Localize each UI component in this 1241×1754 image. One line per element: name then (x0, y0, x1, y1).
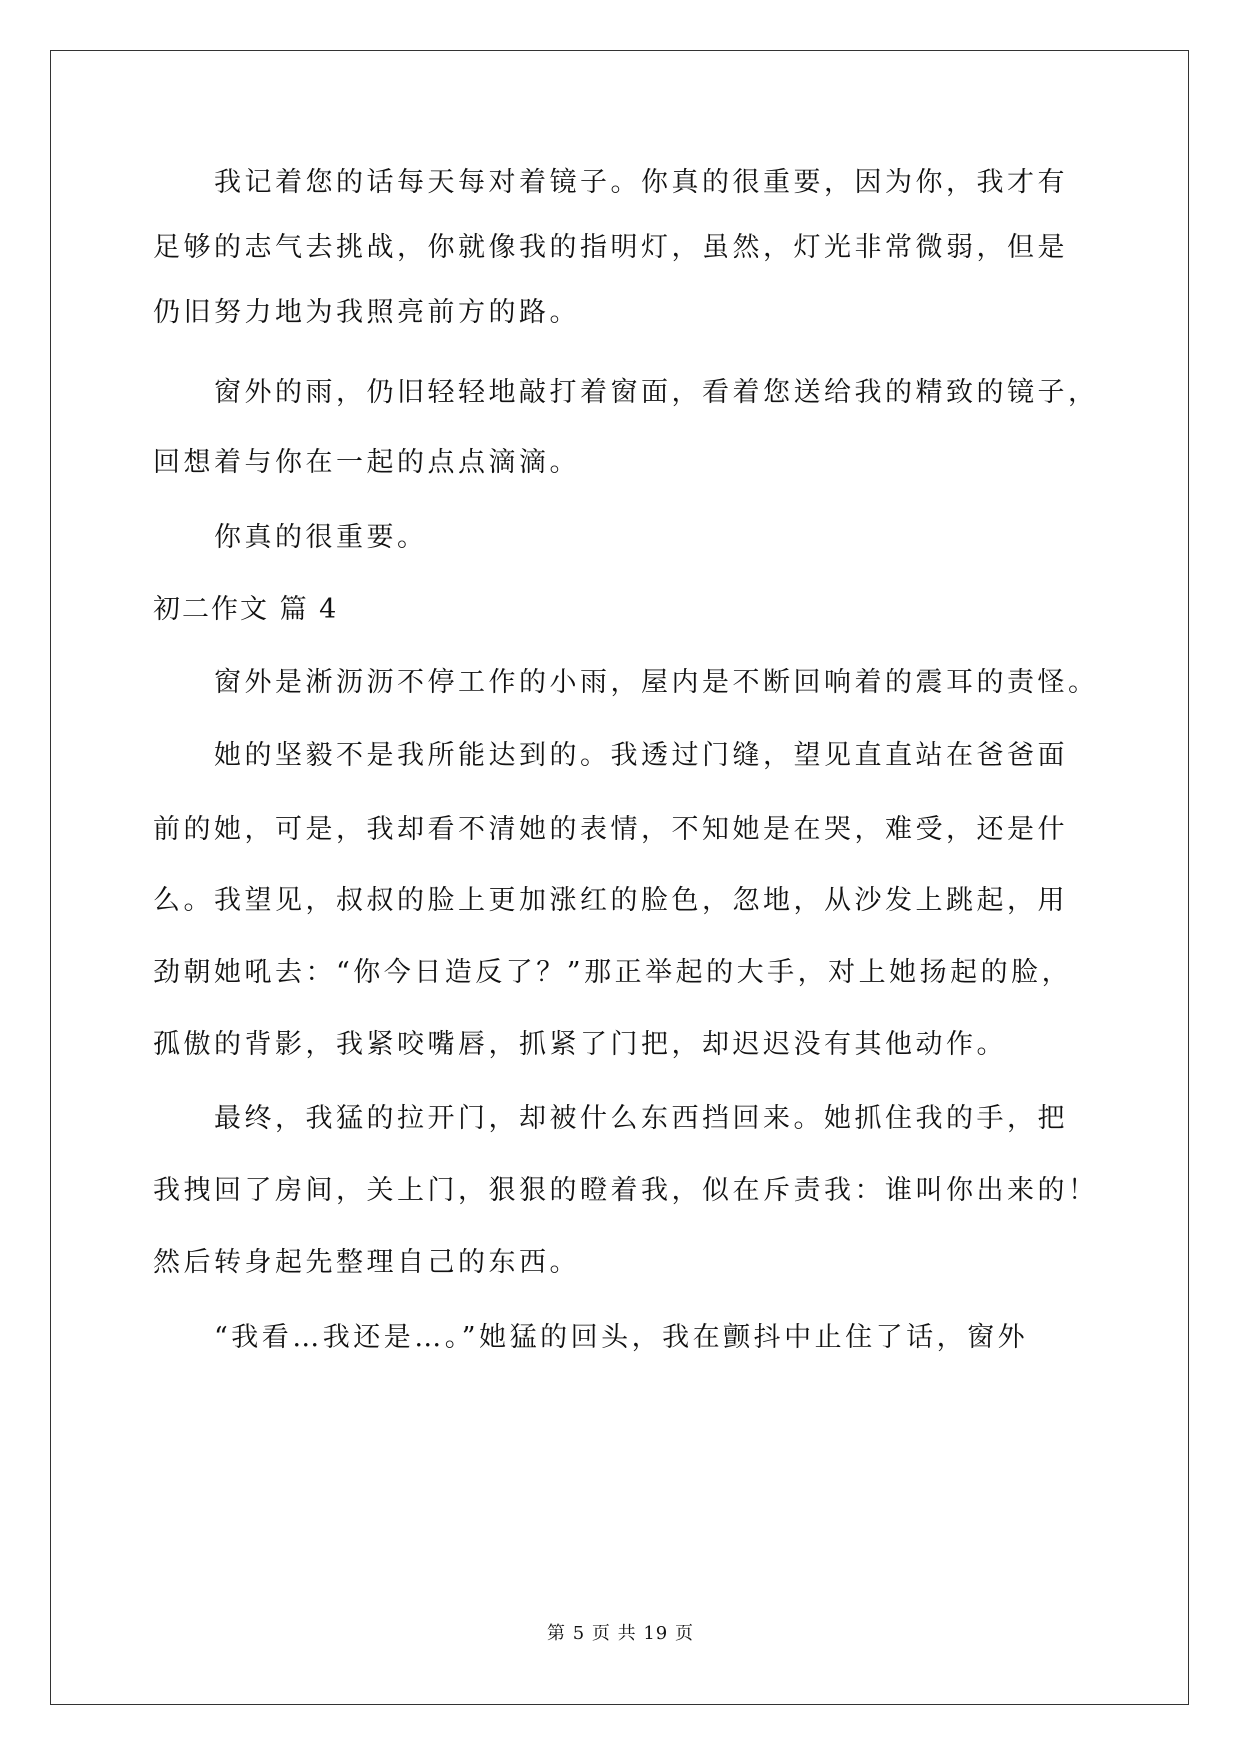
paragraph-line: 你真的很重要。 (214, 522, 428, 553)
paragraph-line: “我看…我还是…。”她猛的回头，我在颤抖中止住了话，窗外 (214, 1322, 1029, 1353)
paragraph-line: 回想着与你在一起的点点滴滴。 (153, 447, 580, 478)
paragraph-line: 足够的志气去挑战，你就像我的指明灯，虽然，灯光非常微弱，但是 (153, 232, 1068, 263)
paragraph-line: 仍旧努力地为我照亮前方的路。 (153, 297, 580, 328)
paragraph-line: 她的坚毅不是我所能达到的。我透过门缝，望见直直站在爸爸面 (214, 740, 1068, 771)
paragraph-line: 窗外的雨，仍旧轻轻地敲打着窗面，看着您送给我的精致的镜子， (214, 377, 1099, 408)
paragraph-line: 前的她，可是，我却看不清她的表情，不知她是在哭，难受，还是什 (153, 814, 1068, 845)
paragraph-line: 然后转身起先整理自己的东西。 (153, 1247, 580, 1278)
paragraph-line: 我记着您的话每天每对着镜子。你真的很重要，因为你，我才有 (214, 167, 1068, 198)
paragraph-line: 么。我望见，叔叔的脸上更加涨红的脸色，忽地，从沙发上跳起，用 (153, 885, 1068, 916)
paragraph-line: 我拽回了房间，关上门，狠狠的瞪着我，似在斥责我：谁叫你出来的！ (153, 1175, 1099, 1206)
paragraph-line: 劲朝她吼去：“你今日造反了？”那正举起的大手，对上她扬起的脸， (153, 957, 1073, 988)
paragraph-line: 最终，我猛的拉开门，却被什么东西挡回来。她抓住我的手，把 (214, 1103, 1068, 1134)
section-heading: 初二作文 篇 4 (153, 594, 339, 625)
paragraph-line: 窗外是淅沥沥不停工作的小雨，屋内是不断回响着的震耳的责怪。 (214, 667, 1099, 698)
page-number-footer: 第 5 页 共 19 页 (547, 1623, 694, 1644)
paragraph-line: 孤傲的背影，我紧咬嘴唇，抓紧了门把，却迟迟没有其他动作。 (153, 1029, 1007, 1060)
